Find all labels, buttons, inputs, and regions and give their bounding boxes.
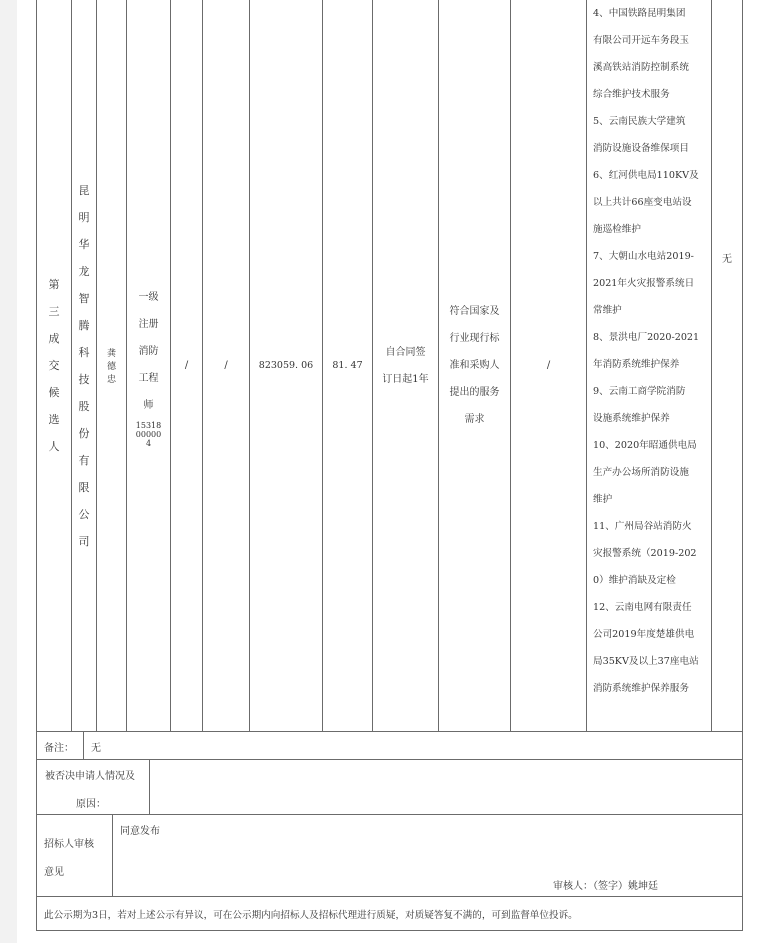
service-standard-line-1: 行业现行标 (449, 333, 500, 344)
project-line: 溪高铁站消防控制系统 (593, 62, 689, 73)
slash-value-2: / (224, 360, 228, 371)
slash-value-1: / (184, 360, 189, 371)
cert-number-line-0: 15318 (135, 420, 162, 430)
cert-number-line-1: 00000 (135, 429, 162, 439)
project-line: 公司2019年度楚雄供电 (593, 629, 695, 640)
qualification-cell (127, 0, 170, 731)
company-char-7: 技 (78, 372, 90, 386)
score-value: 81. 47 (332, 360, 363, 371)
project-line: 年消防系统维护保养 (593, 359, 680, 370)
service-standard-line-3: 提出的服务 (449, 387, 500, 398)
company-char-8: 股 (78, 399, 90, 413)
company-char-3: 龙 (78, 264, 90, 278)
service-standard-line-4: 需求 (464, 414, 485, 425)
category-char-5: 选 (48, 413, 60, 426)
project-line: 9、云南工商学院消防 (593, 386, 686, 397)
project-line: 综合维护技术服务 (593, 89, 670, 100)
company-name-cell (72, 0, 96, 731)
company-char-9: 份 (78, 426, 90, 440)
service-period-line-1: 订日起1年 (382, 373, 429, 385)
qualification-line-2: 消防 (138, 345, 159, 357)
qualification-line-4: 师 (143, 399, 154, 411)
project-line: 施巡检维护 (593, 224, 641, 235)
project-line: 5、云南民族大学建筑 (593, 116, 686, 127)
category-char-4: 候 (48, 386, 60, 399)
project-line: 有限公司开远车务段玉 (593, 35, 689, 46)
project-line: 8、景洪电厂2020-2021 (593, 332, 700, 343)
project-line: 0）维护消缺及定检 (593, 575, 676, 586)
company-char-0: 昆 (78, 183, 90, 197)
qualification-line-0: 一级 (138, 291, 159, 303)
service-standard-cell (439, 0, 510, 731)
project-line: 设施系统维护保养 (593, 413, 670, 424)
cert-number-line-2: 4 (145, 438, 152, 448)
company-char-2: 华 (78, 237, 90, 251)
qualification-line-1: 注册 (138, 318, 159, 330)
price-cell (250, 0, 322, 731)
project-line: 以上共计66座变电站设 (593, 197, 692, 208)
project-line: 生产办公场所消防设施 (593, 467, 689, 478)
project-line: 消防系统维护保养服务 (593, 683, 689, 694)
category-char-1: 三 (48, 305, 60, 318)
project-line: 10、2020年昭通供电局 (593, 440, 697, 451)
person-char-1: 德 (106, 362, 116, 372)
company-char-13: 司 (78, 534, 90, 548)
remark-label: 备注： (44, 743, 74, 754)
project-line: 灾报警系统（2019-202 (593, 548, 697, 559)
project-line: 4、中国铁路昆明集团 (593, 8, 686, 19)
company-char-6: 科 (78, 345, 90, 359)
project-line: 常维护 (593, 305, 622, 316)
reviewer-signature: 审核人：（签字）姚坤廷 (553, 881, 658, 892)
project-line: 7、大朝山水电站2019- (593, 251, 694, 262)
review-opinion: 同意发布 (120, 826, 160, 837)
slash-cell-2 (203, 0, 249, 731)
project-line: 局35KV及以上37座电站 (593, 656, 699, 667)
company-char-4: 智 (78, 291, 90, 305)
remark-value: 无 (91, 743, 101, 754)
project-experience-list (593, 0, 705, 702)
score-cell (323, 0, 372, 731)
qualification-line-3: 工程 (138, 372, 159, 384)
person-char-2: 忠 (106, 375, 116, 385)
slash-cell-1 (171, 0, 202, 731)
project-line: 12、云南电网有限责任 (593, 602, 692, 613)
company-char-12: 公 (78, 507, 90, 521)
service-period-line-0: 自合同签 (385, 346, 426, 358)
company-char-10: 有 (78, 453, 90, 467)
rejected-label-line-1: 被否决申请人情况及 (45, 771, 135, 782)
company-char-5: 腾 (78, 318, 90, 332)
category-char-2: 成 (48, 332, 60, 345)
review-label-line-2: 意见 (44, 867, 64, 878)
person-name-cell (97, 0, 126, 731)
category-char-0: 第 (48, 278, 60, 291)
notice-text: 此公示期为3日，若对上述公示有异议，可在公示期内向招标人及招标代理进行质疑，对质疑答复不满的，可到监督单位投诉。 (44, 910, 578, 921)
slash-cell-3 (511, 0, 586, 731)
category-cell (37, 0, 71, 731)
project-line: 消防设施设备维保项目 (593, 143, 689, 154)
service-period-cell (373, 0, 438, 731)
project-line: 2021年火灾报警系统日 (593, 278, 695, 289)
project-line: 维护 (593, 494, 613, 505)
company-char-1: 明 (78, 210, 90, 224)
last-column-value: 无 (722, 254, 732, 265)
slash-value-3: / (546, 360, 551, 371)
person-char-0: 龚 (106, 349, 116, 359)
last-column-cell (712, 0, 742, 515)
company-char-11: 限 (78, 480, 90, 494)
rejected-label-line-2: 原因： (76, 799, 106, 810)
review-label-line-1: 招标人审核 (44, 839, 94, 850)
project-line: 11、广州局谷站消防火 (593, 521, 692, 532)
category-char-6: 人 (48, 440, 60, 453)
service-standard-line-2: 准和采购人 (449, 360, 500, 371)
service-standard-line-0: 符合国家及 (449, 306, 500, 317)
bid-price: 823059. 06 (258, 360, 314, 371)
category-char-3: 交 (48, 359, 60, 372)
project-line: 6、红河供电局110KV及 (593, 170, 699, 181)
